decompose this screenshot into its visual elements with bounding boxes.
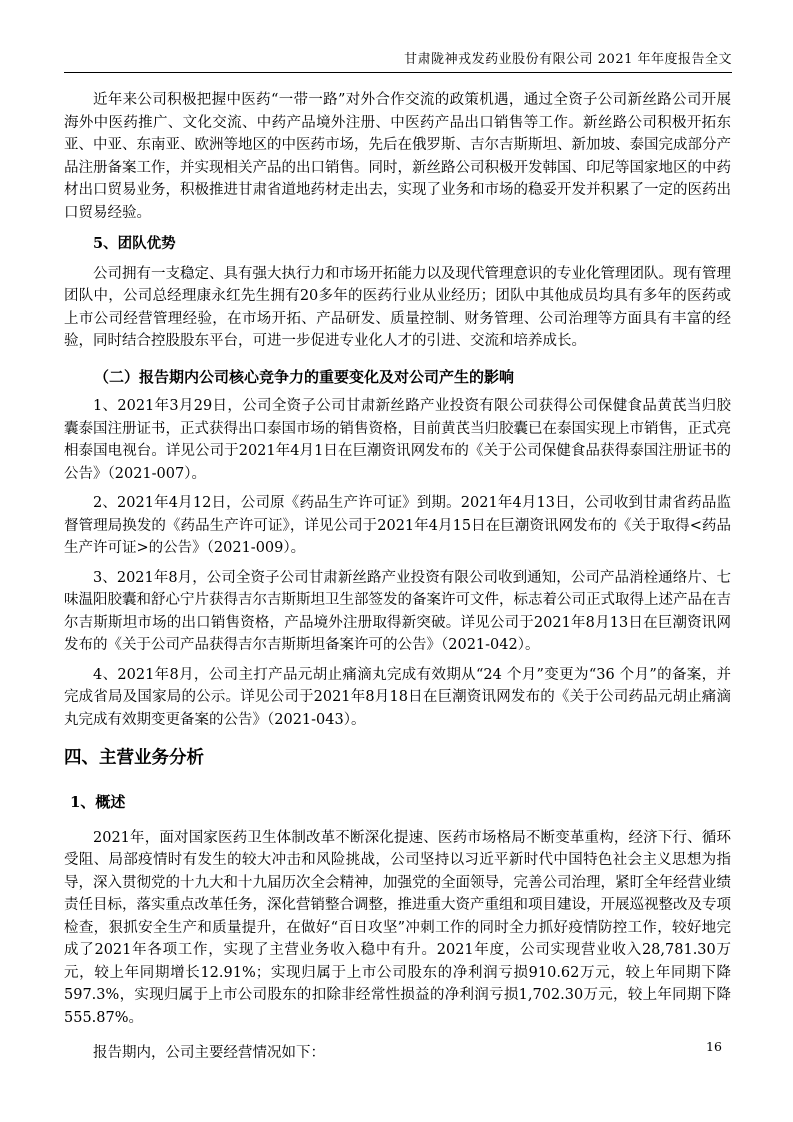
page-content bbox=[64, 73, 731, 1065]
paragraph-item-4-validity-change: 4、2021年8月，公司主打产品元胡止痛滴丸完成有效期从“24 个月”变更为“36 个月”的备案，并完成省局及国家局的公示。详见公司于2021年8月18日在巨潮资讯网发布的《关于公司药品元胡止痛滴丸完成有效期变更备案的公告》（2021-043）。 bbox=[64, 666, 731, 728]
heading-overview: 1、概述 bbox=[70, 793, 126, 811]
heading-core-competitiveness-changes: （二）报告期内公司核心竞争力的重要变化及对公司产生的影响 bbox=[94, 367, 515, 386]
heading-main-business-analysis: 四、主营业务分析 bbox=[64, 748, 204, 768]
page-number: 16 bbox=[706, 1039, 722, 1054]
report-header-title: 甘肃陇神戎发药业股份有限公司 2021 年年度报告全文 bbox=[404, 52, 732, 67]
page-header bbox=[64, 48, 732, 73]
paragraph-management-team: 公司拥有一支稳定、具有强大执行力和市场开拓能力以及现代管理意识的专业化管理团队。现有管理团队中，公司总经理康永红先生拥有20多年的医药行业从业经历；团队中其他成员均具有多年的医药或上市公司经营管理经验，在市场开拓、产品研发、质量控制、财务管理、公司治理等方面具有丰富的经验，同时结合控股股东平台，可进一步促进专业化人才的引进、交流和培养成长。 bbox=[64, 265, 731, 349]
paragraph-belt-and-road-overseas: 近年来公司积极把握中医药“一带一路”对外合作交流的政策机遇，通过全资子公司新丝路公司开展海外中医药推广、文化交流、中药产品境外注册、中医药产品出口销售等工作。新丝路公司积极开拓东亚、中亚、东南亚、欧洲等地区的中医药市场，先后在俄罗斯、吉尔吉斯斯坦、新加坡、泰国完成部分产品注册备案工作，并实现相关产品的出口销售。同时，新丝路公司积极开发韩国、印尼等国家地区的中药材出口贸易业务，积极推进甘肃省道地药材走出去，实现了业务和市场的稳妥开发并积累了一定的医药出口贸易经验。 bbox=[64, 92, 731, 221]
paragraph-item-1-thailand-registration: 1、2021年3月29日，公司全资子公司甘肃新丝路产业投资有限公司获得公司保健食品黄芪当归胶囊泰国注册证书，正式获得出口泰国市场的销售资格，目前黄芪当归胶囊已在泰国实现上市销售，正式亮相泰国电视台。详见公司于2021年4月1日在巨潮资讯网发布的《关于公司保健食品获得泰国注册证书的公告》（2021-007）。 bbox=[64, 398, 731, 482]
paragraph-item-3-kyrgyzstan-filing: 3、2021年8月，公司全资子公司甘肃新丝路产业投资有限公司收到通知，公司产品消栓通络片、七味温阳胶囊和舒心宁片获得吉尔吉斯斯坦卫生部签发的备案许可文件，标志着公司正式取得上述产品在吉尔吉斯斯坦市场的出口销售资格，产品境外注册取得新突破。详见公司于2021年8月13日在巨潮资讯网发布的《关于公司产品获得吉尔吉斯斯坦备案许可的公告》（2021-042）。 bbox=[64, 569, 731, 653]
paragraph-2021-operating-summary: 2021年，面对国家医药卫生体制改革不断深化提速、医药市场格局不断变革重构，经济下行、循环受阻、局部疫情时有发生的较大冲击和风险挑战，公司坚持以习近平新时代中国特色社会主义思想为指导，深入贯彻党的十九大和十九届历次全会精神，加强党的全面领导，完善公司治理，紧盯全年经营业绩责任目标，落实重点改革任务，深化营销整合调整，推进重大资产重组和项目建设，开展巡视整改及专项检查，狠抓安全生产和质量提升，在做好“百日攻坚”冲刺工作的同时全力抓好疫情防控工作，较好地完成了2021年各项工作，实现了主营业务收入稳中有升。2021年度，公司实现营业收入28,781.30万元，较上年同期增长12.91%；实现归属于上市公司股东的净利润亏损910.62万元，较上年同期下降597.3%，实现归属于上市公司股东的扣除非经常性损益的净利润亏损1,702.30万元，较上年同期下降555.87%。 bbox=[64, 829, 731, 1026]
paragraph-item-2-production-license: 2、2021年4月12日，公司原《药品生产许可证》到期。2021年4月13日，公司收到甘肃省药品监督管理局换发的《药品生产许可证》，详见公司于2021年4月15日在巨潮资讯网发布的《关于取得<药品生产许可证>的公告》（2021-009）。 bbox=[64, 495, 731, 556]
heading-team-advantage: 5、团队优势 bbox=[93, 235, 176, 252]
paragraph-operations-intro: 报告期内，公司主要经营情况如下： bbox=[93, 1045, 325, 1061]
